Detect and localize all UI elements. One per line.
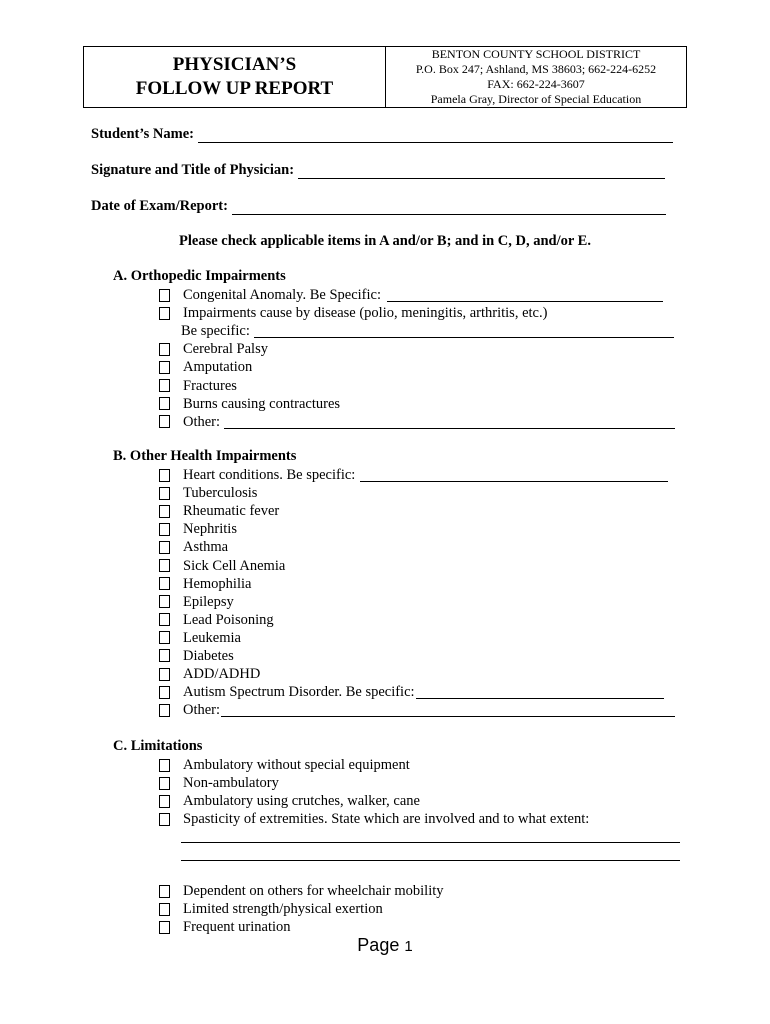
section-c-list xyxy=(157,756,589,828)
district-info xyxy=(386,47,686,107)
student-name-label: Student’s Name: xyxy=(91,126,194,142)
item-label: Other: xyxy=(183,702,221,719)
list-item[interactable] xyxy=(157,792,589,810)
item-label: Hemophilia xyxy=(183,575,252,592)
list-item[interactable] xyxy=(157,575,675,593)
checkbox[interactable] xyxy=(159,686,170,699)
list-item[interactable] xyxy=(157,810,589,828)
item-label: Frequent urination xyxy=(183,919,291,936)
date-line[interactable] xyxy=(232,202,666,215)
item-label: Non-ambulatory xyxy=(183,775,279,792)
checkbox[interactable] xyxy=(159,289,170,302)
list-item[interactable] xyxy=(157,593,675,611)
list-item[interactable] xyxy=(157,647,675,665)
list-item[interactable] xyxy=(157,683,675,701)
checkbox[interactable] xyxy=(159,577,170,590)
list-item[interactable] xyxy=(157,611,675,629)
be-specific-line[interactable] xyxy=(157,322,675,340)
item-label: Limited strength/physical exertion xyxy=(183,901,383,918)
section-c-list-continued xyxy=(157,882,444,936)
fill-line[interactable] xyxy=(254,324,674,338)
list-item[interactable] xyxy=(157,358,675,376)
checkbox[interactable] xyxy=(159,613,170,626)
item-label: Other: xyxy=(183,413,221,430)
district-name: BENTON COUNTY SCHOOL DISTRICT xyxy=(431,47,641,61)
list-item[interactable] xyxy=(157,882,444,900)
list-item[interactable] xyxy=(157,629,675,647)
extent-line-2[interactable] xyxy=(181,860,680,861)
checkbox[interactable] xyxy=(159,361,170,374)
list-item[interactable] xyxy=(157,304,675,322)
instructions: Please check applicable items in A and/or B; and in C, D, and/or E. xyxy=(179,233,591,249)
list-item[interactable] xyxy=(157,900,444,918)
section-b-list xyxy=(157,466,675,719)
list-item[interactable] xyxy=(157,774,589,792)
checkbox[interactable] xyxy=(159,415,170,428)
list-item[interactable] xyxy=(157,520,675,538)
item-label: Lead Poisoning xyxy=(183,611,274,628)
item-label: Autism Spectrum Disorder. Be specific: xyxy=(183,684,415,701)
item-label: Leukemia xyxy=(183,629,241,646)
checkbox[interactable] xyxy=(159,649,170,662)
checkbox[interactable] xyxy=(159,885,170,898)
signature-field[interactable] xyxy=(91,162,665,179)
item-label: ADD/ADHD xyxy=(183,666,261,683)
checkbox[interactable] xyxy=(159,813,170,826)
list-item[interactable] xyxy=(157,918,444,936)
list-item[interactable] xyxy=(157,556,675,574)
date-field[interactable] xyxy=(91,198,666,215)
list-item[interactable] xyxy=(157,395,675,413)
checkbox[interactable] xyxy=(159,469,170,482)
list-item[interactable] xyxy=(157,502,675,520)
checkbox[interactable] xyxy=(159,343,170,356)
header-box xyxy=(83,46,687,108)
list-item[interactable] xyxy=(157,756,589,774)
list-item[interactable] xyxy=(157,538,675,556)
item-label: Heart conditions. Be specific: xyxy=(183,467,356,484)
checkbox[interactable] xyxy=(159,668,170,681)
list-item[interactable] xyxy=(157,484,675,502)
student-name-line[interactable] xyxy=(198,130,673,143)
signature-line[interactable] xyxy=(298,166,665,179)
item-label: Cerebral Palsy xyxy=(183,341,268,358)
checkbox[interactable] xyxy=(159,307,170,320)
list-item[interactable] xyxy=(157,413,675,431)
checkbox[interactable] xyxy=(159,541,170,554)
item-label: Asthma xyxy=(183,539,229,556)
signature-label: Signature and Title of Physician: xyxy=(91,162,295,178)
fill-line[interactable] xyxy=(360,468,668,482)
item-label: Sick Cell Anemia xyxy=(183,557,286,574)
checkbox[interactable] xyxy=(159,759,170,772)
be-specific-label: Be specific: xyxy=(181,323,250,340)
item-label: Burns causing contractures xyxy=(183,395,341,412)
date-label: Date of Exam/Report: xyxy=(91,198,228,214)
item-label: Spasticity of extremities. State which are involved and to what extent: xyxy=(183,811,590,828)
item-label: Ambulatory using crutches, walker, cane xyxy=(183,793,420,810)
list-item[interactable] xyxy=(157,286,675,304)
list-item[interactable] xyxy=(157,701,675,719)
district-director: Pamela Gray, Director of Special Education xyxy=(430,92,642,106)
page-number xyxy=(0,935,770,956)
checkbox[interactable] xyxy=(159,505,170,518)
checkbox[interactable] xyxy=(159,631,170,644)
item-label: Fractures xyxy=(183,377,237,394)
checkbox[interactable] xyxy=(159,487,170,500)
section-b-title: B. Other Health Impairments xyxy=(113,448,297,464)
student-name-field[interactable] xyxy=(91,126,673,143)
page-label: Page xyxy=(357,935,400,955)
form-title xyxy=(84,47,386,107)
fill-line[interactable] xyxy=(387,288,663,302)
fill-line[interactable] xyxy=(221,703,675,717)
item-label: Congenital Anomaly. Be Specific: xyxy=(183,287,381,304)
checkbox[interactable] xyxy=(159,704,170,717)
district-fax: FAX: 662-224-3607 xyxy=(487,77,585,91)
section-a-title: A. Orthopedic Impairments xyxy=(113,268,286,284)
extent-line-1[interactable] xyxy=(181,842,680,843)
page-number-value: 1 xyxy=(404,938,413,955)
checkbox[interactable] xyxy=(159,777,170,790)
list-item[interactable] xyxy=(157,466,675,484)
checkbox[interactable] xyxy=(159,795,170,808)
item-label: Epilepsy xyxy=(183,593,234,610)
item-label: Ambulatory without special equipment xyxy=(183,757,410,774)
fill-line[interactable] xyxy=(416,685,664,699)
list-item[interactable] xyxy=(157,665,675,683)
list-item[interactable] xyxy=(157,376,675,394)
item-label: Dependent on others for wheelchair mobility xyxy=(183,883,444,900)
item-label: Rheumatic fever xyxy=(183,503,280,520)
item-label: Nephritis xyxy=(183,521,237,538)
checkbox[interactable] xyxy=(159,903,170,916)
checkbox[interactable] xyxy=(159,559,170,572)
item-label: Impairments cause by disease (polio, meningitis, arthritis, etc.) xyxy=(183,305,548,322)
item-label: Tuberculosis xyxy=(183,485,258,502)
district-address: P.O. Box 247; Ashland, MS 38603; 662-224-6252 xyxy=(415,62,657,76)
item-label: Amputation xyxy=(183,359,253,376)
checkbox[interactable] xyxy=(159,523,170,536)
fill-line[interactable] xyxy=(224,415,675,429)
title-line-2: FOLLOW UP REPORT xyxy=(135,78,334,99)
section-c-title: C. Limitations xyxy=(113,738,203,754)
list-item[interactable] xyxy=(157,340,675,358)
item-label: Diabetes xyxy=(183,647,234,664)
title-line-1: PHYSICIAN’S xyxy=(172,54,297,75)
checkbox[interactable] xyxy=(159,921,170,934)
checkbox[interactable] xyxy=(159,595,170,608)
checkbox[interactable] xyxy=(159,379,170,392)
checkbox[interactable] xyxy=(159,397,170,410)
section-a-list xyxy=(157,286,675,431)
